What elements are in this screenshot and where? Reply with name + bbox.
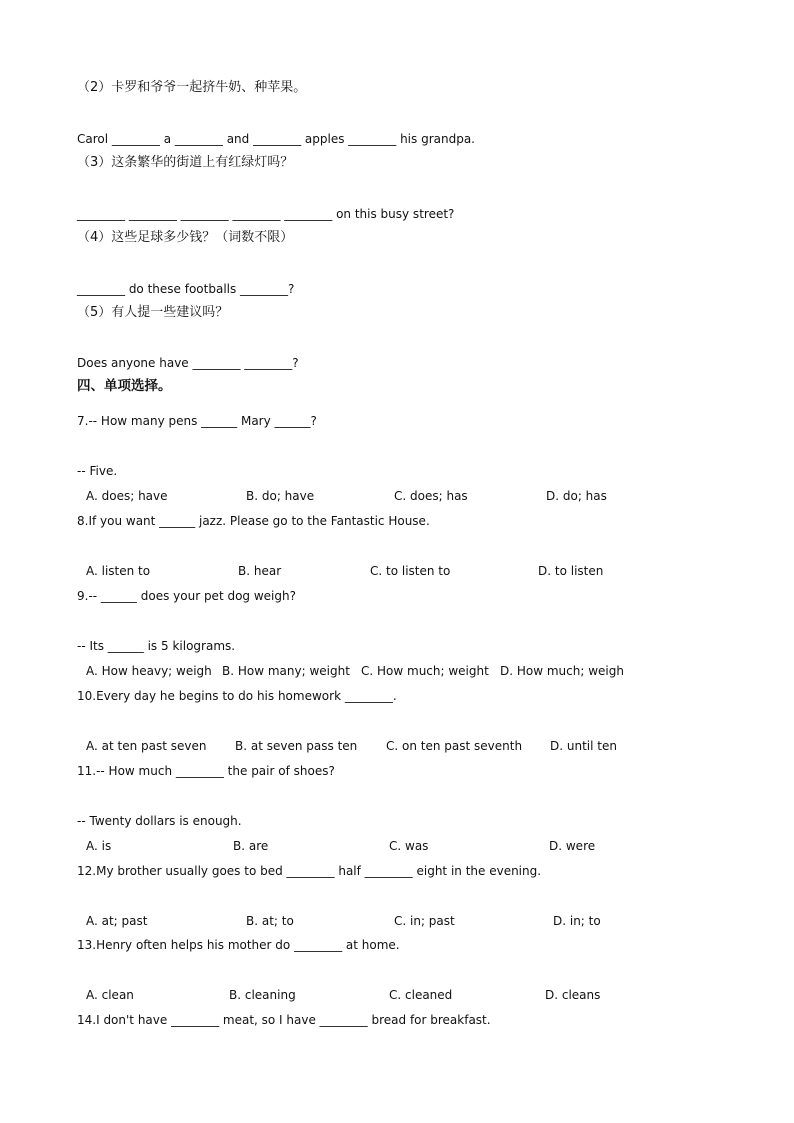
option-a[interactable]: A. clean (86, 988, 134, 1002)
q2-english-blank-sentence: Carol ________ a ________ and ________ apples ________ his grandpa. (77, 132, 475, 146)
q5-english-blank-sentence: Does anyone have ________ ________? (77, 356, 299, 370)
option-a[interactable]: A. at; past (86, 914, 148, 928)
option-d[interactable]: D. cleans (545, 988, 601, 1002)
option-c[interactable]: C. cleaned (389, 988, 453, 1002)
option-d[interactable]: D. were (549, 839, 596, 853)
option-c[interactable]: C. on ten past seventh (386, 739, 523, 753)
option-a[interactable]: A. does; have (86, 489, 168, 503)
q3-chinese-prompt: （3）这条繁华的街道上有红绿灯吗？ (77, 155, 294, 170)
option-d[interactable]: D. do; has (546, 489, 607, 503)
question-reply: -- Its ______ is 5 kilograms. (77, 639, 236, 653)
option-b[interactable]: B. cleaning (229, 988, 296, 1002)
option-b[interactable]: B. are (233, 839, 269, 853)
question-stem: 14.I don't have ________ meat, so I have ________ bread for breakfast. (77, 1013, 491, 1027)
option-b[interactable]: B. at; to (246, 914, 294, 928)
q4-english-blank-sentence: ________ do these footballs ________? (77, 282, 295, 296)
option-d[interactable]: D. in; to (553, 914, 601, 928)
option-d[interactable]: D. until ten (550, 739, 617, 753)
option-c[interactable]: C. does; has (394, 489, 468, 503)
question-stem: 9.-- ______ does your pet dog weigh? (77, 589, 296, 603)
q3-english-blank-sentence: ________ ________ ________ ________ ________ on this busy street? (77, 207, 455, 221)
question-reply: -- Five. (77, 464, 118, 478)
option-a[interactable]: A. at ten past seven (86, 739, 207, 753)
question-stem: 13.Henry often helps his mother do ________ at home. (77, 938, 400, 952)
q5-chinese-prompt: （5）有人提一些建议吗？ (77, 305, 229, 320)
q2-chinese-prompt: （2）卡罗和爷爷一起挤牛奶、种苹果。 (77, 80, 307, 95)
option-c[interactable]: C. How much; weight (361, 664, 489, 678)
option-a[interactable]: A. is (86, 839, 112, 853)
question-stem: 12.My brother usually goes to bed ________ half ________ eight in the evening. (77, 864, 542, 878)
option-c[interactable]: C. in; past (394, 914, 455, 928)
q4-chinese-prompt: （4）这些足球多少钱？（词数不限） (77, 230, 294, 245)
option-b[interactable]: B. How many; weight (222, 664, 350, 678)
question-stem: 8.If you want ______ jazz. Please go to the Fantastic House. (77, 514, 430, 528)
section-heading: 四、单项选择。 (77, 378, 172, 394)
option-d[interactable]: D. to listen (538, 564, 604, 578)
question-stem: 10.Every day he begins to do his homework ________. (77, 689, 397, 703)
question-stem: 11.-- How much ________ the pair of shoes? (77, 764, 335, 778)
option-d[interactable]: D. How much; weigh (500, 664, 624, 678)
option-a[interactable]: A. listen to (86, 564, 151, 578)
option-b[interactable]: B. do; have (246, 489, 315, 503)
option-a[interactable]: A. How heavy; weigh (86, 664, 212, 678)
option-b[interactable]: B. at seven pass ten (235, 739, 358, 753)
option-c[interactable]: C. was (389, 839, 429, 853)
option-b[interactable]: B. hear (238, 564, 282, 578)
question-stem: 7.-- How many pens ______ Mary ______? (77, 414, 317, 428)
question-reply: -- Twenty dollars is enough. (77, 814, 242, 828)
option-c[interactable]: C. to listen to (370, 564, 451, 578)
